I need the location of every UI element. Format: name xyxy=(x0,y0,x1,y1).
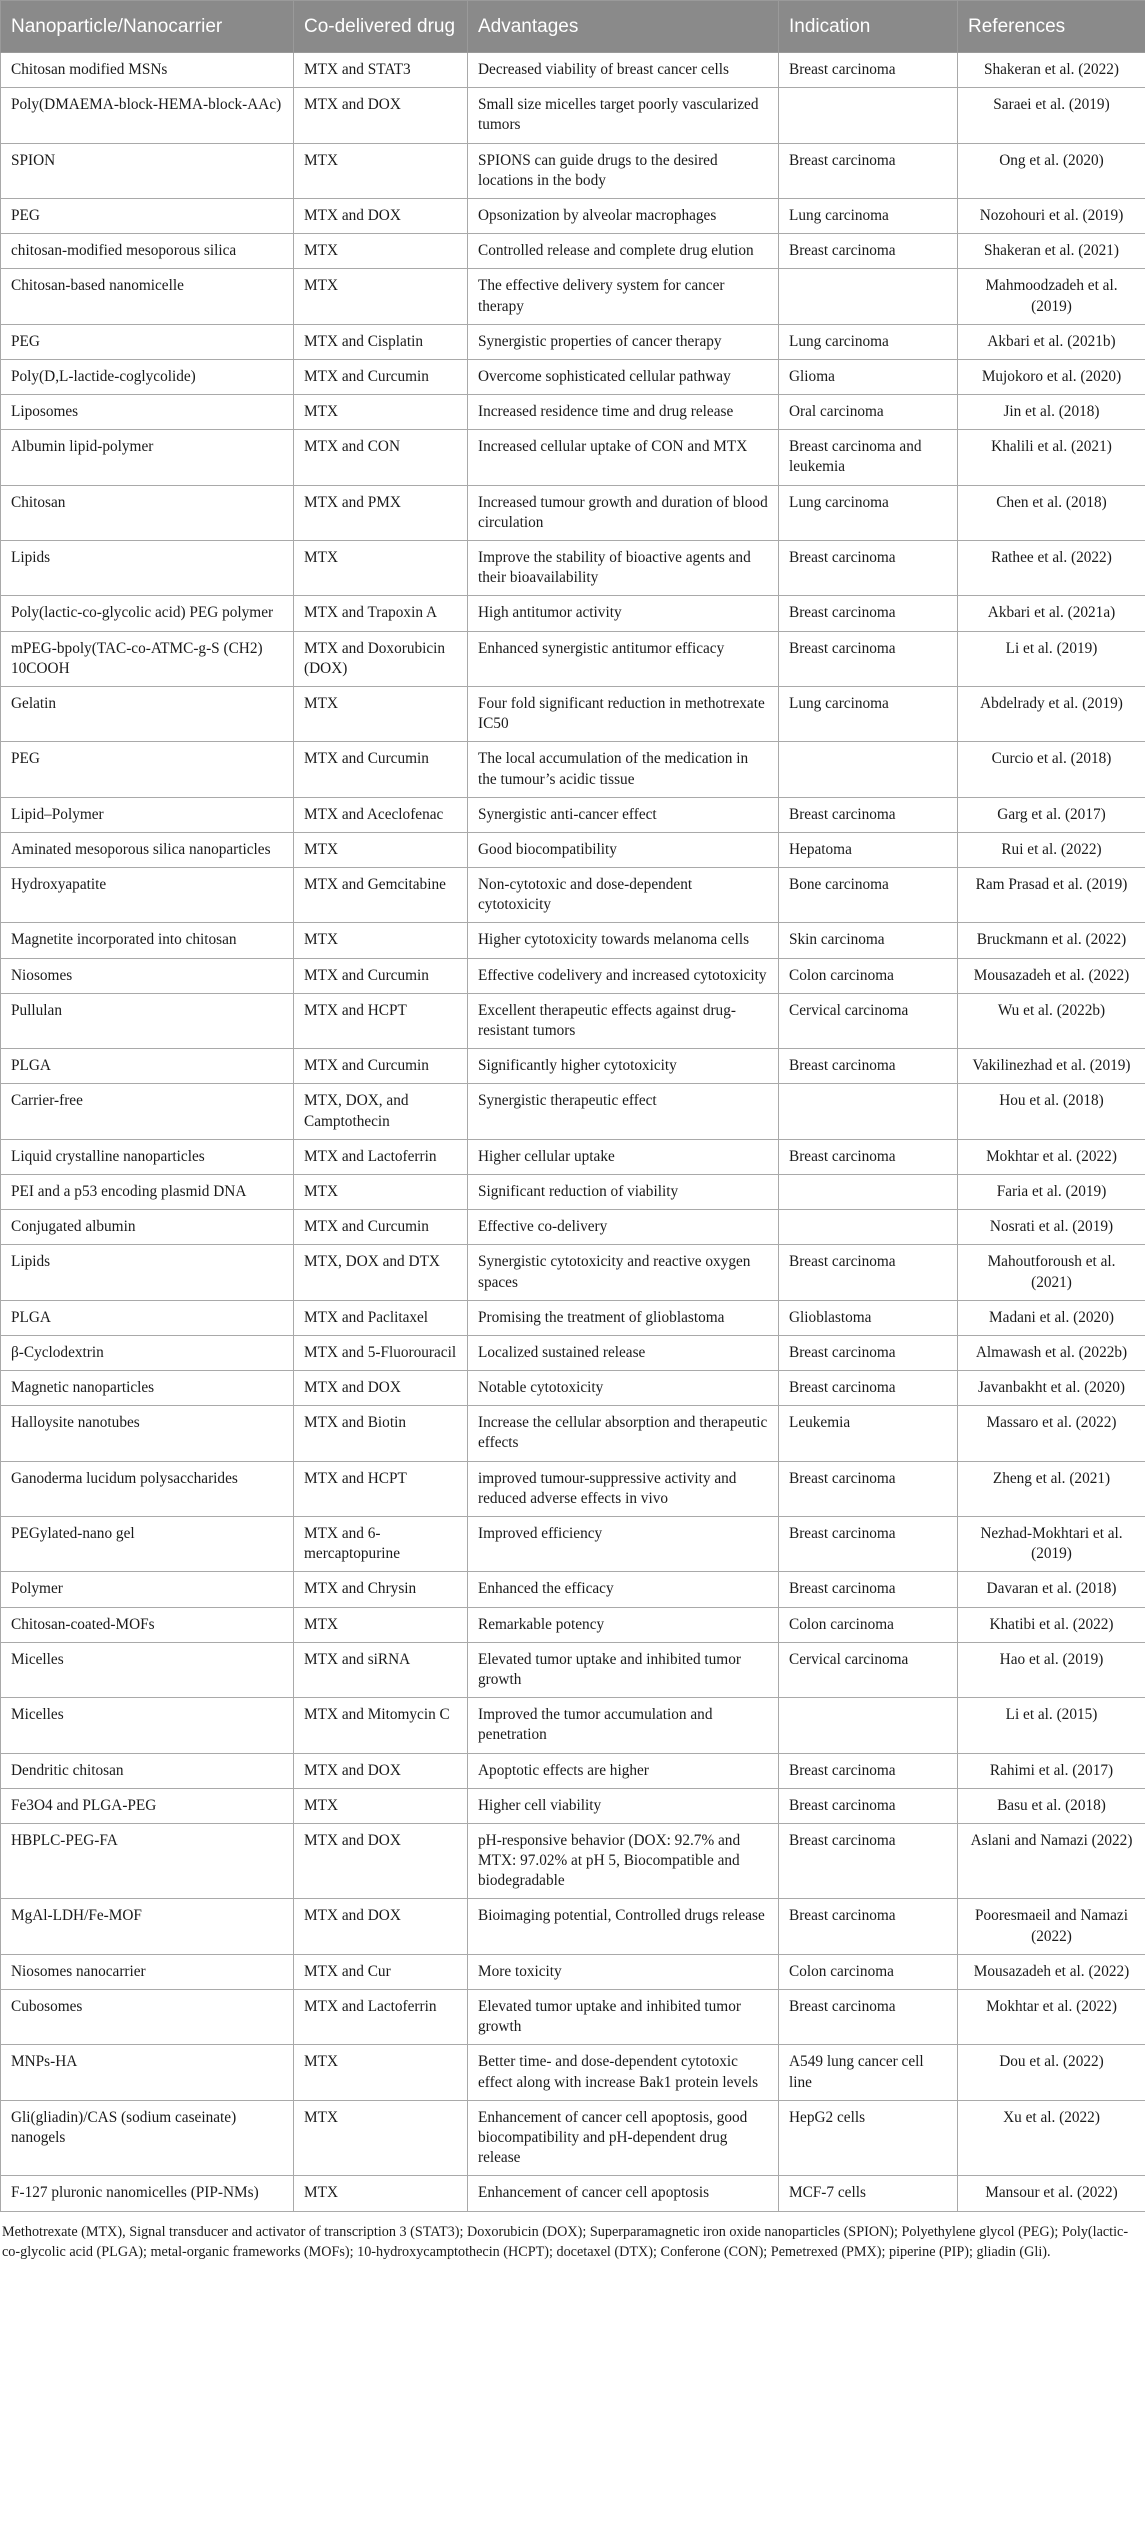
cell-reference: Rahimi et al. (2017) xyxy=(958,1753,1145,1788)
cell-indication: Breast carcinoma xyxy=(779,1788,958,1823)
cell-reference: Rathee et al. (2022) xyxy=(958,541,1145,596)
cell-reference: Madani et al. (2020) xyxy=(958,1300,1145,1335)
cell-indication: Skin carcinoma xyxy=(779,923,958,958)
cell-advantages: Improved the tumor accumulation and penetration xyxy=(468,1698,779,1753)
table-row xyxy=(1,1607,1145,1642)
cell-reference: Jin et al. (2018) xyxy=(958,395,1145,430)
cell-advantages: Localized sustained release xyxy=(468,1335,779,1370)
cell-advantages: Enhancement of cancer cell apoptosis, good biocompatibility and pH-dependent drug release xyxy=(468,2100,779,2176)
cell-reference: Shakeran et al. (2021) xyxy=(958,234,1145,269)
cell-advantages: Synergistic therapeutic effect xyxy=(468,1084,779,1139)
cell-advantages: Good biocompatibility xyxy=(468,832,779,867)
cell-advantages: Elevated tumor uptake and inhibited tumor growth xyxy=(468,1990,779,2045)
cell-nanocarrier: Gli(gliadin)/CAS (sodium caseinate) nanogels xyxy=(1,2100,294,2176)
table-row xyxy=(1,324,1145,359)
cell-indication: Hepatoma xyxy=(779,832,958,867)
cell-nanocarrier: Carrier-free xyxy=(1,1084,294,1139)
cell-reference: Mahmoodzadeh et al. (2019) xyxy=(958,269,1145,324)
table-row xyxy=(1,1245,1145,1300)
table-row xyxy=(1,1049,1145,1084)
cell-nanocarrier: Ganoderma lucidum polysaccharides xyxy=(1,1461,294,1516)
cell-nanocarrier: mPEG-bpoly(TAC-co-ATMC-g-S (CH2) 10COOH xyxy=(1,631,294,686)
cell-co-delivered-drug: MTX and 5-Fluorouracil xyxy=(294,1335,468,1370)
cell-co-delivered-drug: MTX xyxy=(294,832,468,867)
cell-indication: Breast carcinoma xyxy=(779,143,958,198)
table-row xyxy=(1,1174,1145,1209)
table-row xyxy=(1,269,1145,324)
cell-co-delivered-drug: MTX and Curcumin xyxy=(294,958,468,993)
cell-co-delivered-drug: MTX and Gemcitabine xyxy=(294,868,468,923)
cell-advantages: Increased cellular uptake of CON and MTX xyxy=(468,430,779,485)
cell-co-delivered-drug: MTX and Curcumin xyxy=(294,1049,468,1084)
cell-indication: Breast carcinoma xyxy=(779,234,958,269)
cell-advantages: Enhanced the efficacy xyxy=(468,1572,779,1607)
cell-nanocarrier: chitosan-modified mesoporous silica xyxy=(1,234,294,269)
cell-reference: Abdelrady et al. (2019) xyxy=(958,686,1145,741)
table-row xyxy=(1,923,1145,958)
header-indication: Indication xyxy=(779,1,958,53)
cell-nanocarrier: Polymer xyxy=(1,1572,294,1607)
cell-nanocarrier: MNPs-HA xyxy=(1,2045,294,2100)
cell-indication xyxy=(779,1084,958,1139)
table-row xyxy=(1,1753,1145,1788)
cell-reference: Saraei et al. (2019) xyxy=(958,88,1145,143)
cell-co-delivered-drug: MTX xyxy=(294,2045,468,2100)
cell-nanocarrier: Niosomes nanocarrier xyxy=(1,1954,294,1989)
cell-reference: Mokhtar et al. (2022) xyxy=(958,1990,1145,2045)
cell-co-delivered-drug: MTX xyxy=(294,269,468,324)
cell-indication: Breast carcinoma xyxy=(779,1139,958,1174)
table-row xyxy=(1,1823,1145,1899)
cell-reference: Mokhtar et al. (2022) xyxy=(958,1139,1145,1174)
cell-reference: Faria et al. (2019) xyxy=(958,1174,1145,1209)
cell-reference: Akbari et al. (2021b) xyxy=(958,324,1145,359)
cell-reference: Pooresmaeil and Namazi (2022) xyxy=(958,1899,1145,1954)
table-row xyxy=(1,1371,1145,1406)
table-row xyxy=(1,53,1145,88)
cell-nanocarrier: HBPLC-PEG-FA xyxy=(1,1823,294,1899)
cell-indication: Breast carcinoma xyxy=(779,1572,958,1607)
cell-co-delivered-drug: MTX xyxy=(294,234,468,269)
cell-advantages: Small size micelles target poorly vascularized tumors xyxy=(468,88,779,143)
cell-co-delivered-drug: MTX xyxy=(294,143,468,198)
cell-indication: Lung carcinoma xyxy=(779,198,958,233)
table-row xyxy=(1,1084,1145,1139)
cell-advantages: Improved efficiency xyxy=(468,1517,779,1572)
cell-advantages: Decreased viability of breast cancer cells xyxy=(468,53,779,88)
cell-indication: Breast carcinoma xyxy=(779,596,958,631)
table-row xyxy=(1,1210,1145,1245)
table-row xyxy=(1,958,1145,993)
cell-reference: Hou et al. (2018) xyxy=(958,1084,1145,1139)
cell-advantages: SPIONS can guide drugs to the desired locations in the body xyxy=(468,143,779,198)
cell-reference: Ram Prasad et al. (2019) xyxy=(958,868,1145,923)
cell-nanocarrier: Cubosomes xyxy=(1,1990,294,2045)
table-row xyxy=(1,742,1145,797)
table-row xyxy=(1,430,1145,485)
cell-indication: Breast carcinoma xyxy=(779,1990,958,2045)
cell-indication: Lung carcinoma xyxy=(779,686,958,741)
cell-advantages: Overcome sophisticated cellular pathway xyxy=(468,359,779,394)
cell-indication: Breast carcinoma xyxy=(779,1823,958,1899)
cell-reference: Garg et al. (2017) xyxy=(958,797,1145,832)
cell-indication: A549 lung cancer cell line xyxy=(779,2045,958,2100)
cell-indication: Breast carcinoma xyxy=(779,1371,958,1406)
cell-reference: Vakilinezhad et al. (2019) xyxy=(958,1049,1145,1084)
cell-reference: Zheng et al. (2021) xyxy=(958,1461,1145,1516)
cell-co-delivered-drug: MTX and DOX xyxy=(294,1823,468,1899)
table-row xyxy=(1,541,1145,596)
table-row xyxy=(1,1642,1145,1697)
header-row xyxy=(1,1,1145,53)
cell-co-delivered-drug: MTX and siRNA xyxy=(294,1642,468,1697)
cell-reference: Rui et al. (2022) xyxy=(958,832,1145,867)
cell-reference: Almawash et al. (2022b) xyxy=(958,1335,1145,1370)
cell-reference: Curcio et al. (2018) xyxy=(958,742,1145,797)
cell-nanocarrier: Micelles xyxy=(1,1642,294,1697)
cell-indication: Leukemia xyxy=(779,1406,958,1461)
cell-nanocarrier: Magnetic nanoparticles xyxy=(1,1371,294,1406)
cell-nanocarrier: PEG xyxy=(1,742,294,797)
cell-indication: Colon carcinoma xyxy=(779,1607,958,1642)
cell-reference: Nozohouri et al. (2019) xyxy=(958,198,1145,233)
cell-co-delivered-drug: MTX xyxy=(294,2100,468,2176)
table-row xyxy=(1,1954,1145,1989)
cell-reference: Hao et al. (2019) xyxy=(958,1642,1145,1697)
cell-advantages: Significantly higher cytotoxicity xyxy=(468,1049,779,1084)
cell-nanocarrier: Magnetite incorporated into chitosan xyxy=(1,923,294,958)
cell-indication xyxy=(779,742,958,797)
cell-nanocarrier: Halloysite nanotubes xyxy=(1,1406,294,1461)
cell-co-delivered-drug: MTX and HCPT xyxy=(294,1461,468,1516)
cell-advantages: Opsonization by alveolar macrophages xyxy=(468,198,779,233)
cell-advantages: The effective delivery system for cancer therapy xyxy=(468,269,779,324)
table-row xyxy=(1,143,1145,198)
cell-nanocarrier: Dendritic chitosan xyxy=(1,1753,294,1788)
cell-nanocarrier: Liquid crystalline nanoparticles xyxy=(1,1139,294,1174)
cell-indication: Glioblastoma xyxy=(779,1300,958,1335)
cell-advantages: Effective co-delivery xyxy=(468,1210,779,1245)
cell-co-delivered-drug: MTX and HCPT xyxy=(294,993,468,1048)
cell-indication: Breast carcinoma xyxy=(779,1245,958,1300)
cell-advantages: Higher cell viability xyxy=(468,1788,779,1823)
table-row xyxy=(1,868,1145,923)
cell-reference: Li et al. (2019) xyxy=(958,631,1145,686)
cell-co-delivered-drug: MTX and DOX xyxy=(294,198,468,233)
cell-co-delivered-drug: MTX and Trapoxin A xyxy=(294,596,468,631)
cell-co-delivered-drug: MTX xyxy=(294,686,468,741)
cell-reference: Mujokoro et al. (2020) xyxy=(958,359,1145,394)
cell-reference: Basu et al. (2018) xyxy=(958,1788,1145,1823)
cell-nanocarrier: PLGA xyxy=(1,1300,294,1335)
cell-indication: Breast carcinoma xyxy=(779,1517,958,1572)
table-row xyxy=(1,1406,1145,1461)
cell-reference: Mahoutforoush et al. (2021) xyxy=(958,1245,1145,1300)
cell-indication: HepG2 cells xyxy=(779,2100,958,2176)
table-row xyxy=(1,2100,1145,2176)
cell-advantages: Synergistic properties of cancer therapy xyxy=(468,324,779,359)
cell-nanocarrier: Chitosan modified MSNs xyxy=(1,53,294,88)
table-row xyxy=(1,797,1145,832)
cell-co-delivered-drug: MTX and Curcumin xyxy=(294,359,468,394)
cell-indication: Lung carcinoma xyxy=(779,485,958,540)
cell-nanocarrier: Conjugated albumin xyxy=(1,1210,294,1245)
cell-nanocarrier: Niosomes xyxy=(1,958,294,993)
cell-indication xyxy=(779,1698,958,1753)
cell-nanocarrier: Lipid–Polymer xyxy=(1,797,294,832)
cell-co-delivered-drug: MTX and DOX xyxy=(294,1899,468,1954)
table-row xyxy=(1,1461,1145,1516)
table-footnote: Methotrexate (MTX), Signal transducer and activator of transcription 3 (STAT3); Doxorubicin (DOX); Superparamagnetic iron oxide nanoparticles (SPION); Polyethylene glycol (PEG); Poly(lactic-co-glycolic acid (PLGA); metal-organic frameworks (MOFs); 10-hydroxycamptothecin (HCPT); docetaxel (DTX); Conferone (CON); Pemetrexed (PMX); piperine (PIP); gliadin (Gli). xyxy=(2,2223,1129,2260)
cell-nanocarrier: Liposomes xyxy=(1,395,294,430)
table-body xyxy=(1,53,1145,2212)
cell-nanocarrier: Pullulan xyxy=(1,993,294,1048)
cell-reference: Massaro et al. (2022) xyxy=(958,1406,1145,1461)
cell-advantages: pH-responsive behavior (DOX: 92.7% and MTX: 97.02% at pH 5, Biocompatible and biodegradable xyxy=(468,1823,779,1899)
cell-advantages: Increase the cellular absorption and therapeutic effects xyxy=(468,1406,779,1461)
cell-advantages: Notable cytotoxicity xyxy=(468,1371,779,1406)
cell-indication: Oral carcinoma xyxy=(779,395,958,430)
cell-nanocarrier: β-Cyclodextrin xyxy=(1,1335,294,1370)
cell-nanocarrier: Gelatin xyxy=(1,686,294,741)
cell-co-delivered-drug: MTX and Lactoferrin xyxy=(294,1990,468,2045)
cell-indication: Breast carcinoma xyxy=(779,797,958,832)
cell-indication: Cervical carcinoma xyxy=(779,993,958,1048)
cell-advantages: Controlled release and complete drug elution xyxy=(468,234,779,269)
cell-reference: Khatibi et al. (2022) xyxy=(958,1607,1145,1642)
table-row xyxy=(1,1990,1145,2045)
cell-co-delivered-drug: MTX, DOX and DTX xyxy=(294,1245,468,1300)
cell-nanocarrier: PEGylated-nano gel xyxy=(1,1517,294,1572)
cell-reference: Mansour et al. (2022) xyxy=(958,2176,1145,2211)
cell-reference: Mousazadeh et al. (2022) xyxy=(958,1954,1145,1989)
table-row xyxy=(1,596,1145,631)
cell-advantages: Significant reduction of viability xyxy=(468,1174,779,1209)
cell-co-delivered-drug: MTX and Lactoferrin xyxy=(294,1139,468,1174)
cell-nanocarrier: Chitosan-based nanomicelle xyxy=(1,269,294,324)
table-row xyxy=(1,359,1145,394)
cell-co-delivered-drug: MTX and DOX xyxy=(294,88,468,143)
cell-co-delivered-drug: MTX and CON xyxy=(294,430,468,485)
header-nanocarrier: Nanoparticle/Nanocarrier xyxy=(1,1,294,53)
table-row xyxy=(1,832,1145,867)
cell-co-delivered-drug: MTX and PMX xyxy=(294,485,468,540)
table-row xyxy=(1,1139,1145,1174)
cell-advantages: Remarkable potency xyxy=(468,1607,779,1642)
cell-co-delivered-drug: MTX and Mitomycin C xyxy=(294,1698,468,1753)
header-co-delivered-drug: Co-delivered drug xyxy=(294,1,468,53)
table-row xyxy=(1,993,1145,1048)
cell-nanocarrier: PEI and a p53 encoding plasmid DNA xyxy=(1,1174,294,1209)
cell-nanocarrier: Hydroxyapatite xyxy=(1,868,294,923)
cell-indication: Glioma xyxy=(779,359,958,394)
table-row xyxy=(1,631,1145,686)
cell-advantages: improved tumour-suppressive activity and reduced adverse effects in vivo xyxy=(468,1461,779,1516)
cell-nanocarrier: Fe3O4 and PLGA-PEG xyxy=(1,1788,294,1823)
table-row xyxy=(1,1572,1145,1607)
table-row xyxy=(1,1788,1145,1823)
cell-reference: Shakeran et al. (2022) xyxy=(958,53,1145,88)
table-row xyxy=(1,198,1145,233)
cell-nanocarrier: Poly(lactic-co-glycolic acid) PEG polymer xyxy=(1,596,294,631)
table-row xyxy=(1,395,1145,430)
cell-reference: Akbari et al. (2021a) xyxy=(958,596,1145,631)
cell-advantages: Four fold significant reduction in methotrexate IC50 xyxy=(468,686,779,741)
table-row xyxy=(1,1300,1145,1335)
cell-reference: Xu et al. (2022) xyxy=(958,2100,1145,2176)
cell-nanocarrier: F-127 pluronic nanomicelles (PIP-NMs) xyxy=(1,2176,294,2211)
cell-nanocarrier: Lipids xyxy=(1,1245,294,1300)
cell-nanocarrier: Poly(D,L-lactide-coglycolide) xyxy=(1,359,294,394)
cell-advantages: Elevated tumor uptake and inhibited tumor growth xyxy=(468,1642,779,1697)
cell-reference: Chen et al. (2018) xyxy=(958,485,1145,540)
cell-co-delivered-drug: MTX and Curcumin xyxy=(294,1210,468,1245)
cell-advantages: Effective codelivery and increased cytotoxicity xyxy=(468,958,779,993)
table-row xyxy=(1,1698,1145,1753)
cell-indication: Cervical carcinoma xyxy=(779,1642,958,1697)
table-row xyxy=(1,88,1145,143)
cell-co-delivered-drug: MTX xyxy=(294,2176,468,2211)
table-row xyxy=(1,485,1145,540)
cell-nanocarrier: Aminated mesoporous silica nanoparticles xyxy=(1,832,294,867)
cell-co-delivered-drug: MTX xyxy=(294,1607,468,1642)
cell-reference: Nezhad-Mokhtari et al. (2019) xyxy=(958,1517,1145,1572)
cell-co-delivered-drug: MTX xyxy=(294,923,468,958)
cell-co-delivered-drug: MTX xyxy=(294,1174,468,1209)
cell-co-delivered-drug: MTX and Chrysin xyxy=(294,1572,468,1607)
cell-nanocarrier: PEG xyxy=(1,324,294,359)
cell-indication xyxy=(779,88,958,143)
cell-advantages: Excellent therapeutic effects against drug-resistant tumors xyxy=(468,993,779,1048)
cell-advantages: High antitumor activity xyxy=(468,596,779,631)
header-references: References xyxy=(958,1,1145,53)
cell-nanocarrier: Lipids xyxy=(1,541,294,596)
cell-indication: Colon carcinoma xyxy=(779,958,958,993)
cell-indication: Breast carcinoma xyxy=(779,1899,958,1954)
cell-nanocarrier: SPION xyxy=(1,143,294,198)
cell-reference: Khalili et al. (2021) xyxy=(958,430,1145,485)
cell-advantages: Promising the treatment of glioblastoma xyxy=(468,1300,779,1335)
cell-nanocarrier: Chitosan-coated-MOFs xyxy=(1,1607,294,1642)
cell-advantages: Non-cytotoxic and dose-dependent cytotoxicity xyxy=(468,868,779,923)
cell-reference: Javanbakht et al. (2020) xyxy=(958,1371,1145,1406)
table-row xyxy=(1,1899,1145,1954)
cell-reference: Dou et al. (2022) xyxy=(958,2045,1145,2100)
cell-indication: MCF-7 cells xyxy=(779,2176,958,2211)
cell-indication: Breast carcinoma xyxy=(779,53,958,88)
cell-reference: Bruckmann et al. (2022) xyxy=(958,923,1145,958)
cell-advantages: Improve the stability of bioactive agents and their bioavailability xyxy=(468,541,779,596)
cell-co-delivered-drug: MTX and Doxorubicin (DOX) xyxy=(294,631,468,686)
cell-nanocarrier: Albumin lipid-polymer xyxy=(1,430,294,485)
cell-advantages: Enhancement of cancer cell apoptosis xyxy=(468,2176,779,2211)
cell-co-delivered-drug: MTX and Biotin xyxy=(294,1406,468,1461)
cell-advantages: Higher cellular uptake xyxy=(468,1139,779,1174)
cell-co-delivered-drug: MTX and Aceclofenac xyxy=(294,797,468,832)
cell-co-delivered-drug: MTX xyxy=(294,541,468,596)
cell-nanocarrier: Chitosan xyxy=(1,485,294,540)
cell-advantages: Better time- and dose-dependent cytotoxic effect along with increase Bak1 protein levels xyxy=(468,2045,779,2100)
cell-indication xyxy=(779,269,958,324)
cell-indication: Breast carcinoma xyxy=(779,1335,958,1370)
cell-advantages: Synergistic anti-cancer effect xyxy=(468,797,779,832)
cell-indication xyxy=(779,1174,958,1209)
cell-indication: Breast carcinoma xyxy=(779,631,958,686)
cell-reference: Wu et al. (2022b) xyxy=(958,993,1145,1048)
table-row xyxy=(1,686,1145,741)
cell-advantages: Enhanced synergistic antitumor efficacy xyxy=(468,631,779,686)
table-row xyxy=(1,1517,1145,1572)
table-row xyxy=(1,2176,1145,2211)
cell-advantages: Synergistic cytotoxicity and reactive oxygen spaces xyxy=(468,1245,779,1300)
cell-co-delivered-drug: MTX and STAT3 xyxy=(294,53,468,88)
cell-co-delivered-drug: MTX and 6-mercaptopurine xyxy=(294,1517,468,1572)
cell-reference: Aslani and Namazi (2022) xyxy=(958,1823,1145,1899)
cell-advantages: Increased tumour growth and duration of blood circulation xyxy=(468,485,779,540)
cell-nanocarrier: Micelles xyxy=(1,1698,294,1753)
cell-advantages: Apoptotic effects are higher xyxy=(468,1753,779,1788)
cell-indication: Breast carcinoma xyxy=(779,1753,958,1788)
table-row xyxy=(1,2045,1145,2100)
cell-advantages: Increased residence time and drug release xyxy=(468,395,779,430)
cell-co-delivered-drug: MTX and Curcumin xyxy=(294,742,468,797)
cell-indication: Breast carcinoma and leukemia xyxy=(779,430,958,485)
cell-advantages: More toxicity xyxy=(468,1954,779,1989)
header-advantages: Advantages xyxy=(468,1,779,53)
cell-reference: Mousazadeh et al. (2022) xyxy=(958,958,1145,993)
cell-advantages: Bioimaging potential, Controlled drugs release xyxy=(468,1899,779,1954)
cell-co-delivered-drug: MTX and Paclitaxel xyxy=(294,1300,468,1335)
cell-co-delivered-drug: MTX and DOX xyxy=(294,1753,468,1788)
table-row xyxy=(1,1335,1145,1370)
cell-nanocarrier: PEG xyxy=(1,198,294,233)
cell-indication: Bone carcinoma xyxy=(779,868,958,923)
cell-nanocarrier: Poly(DMAEMA-block-HEMA-block-AAc) xyxy=(1,88,294,143)
cell-reference: Li et al. (2015) xyxy=(958,1698,1145,1753)
cell-advantages: The local accumulation of the medication in the tumour’s acidic tissue xyxy=(468,742,779,797)
cell-co-delivered-drug: MTX, DOX, and Camptothecin xyxy=(294,1084,468,1139)
cell-co-delivered-drug: MTX and DOX xyxy=(294,1371,468,1406)
cell-indication xyxy=(779,1210,958,1245)
cell-reference: Nosrati et al. (2019) xyxy=(958,1210,1145,1245)
cell-co-delivered-drug: MTX and Cur xyxy=(294,1954,468,1989)
cell-advantages: Higher cytotoxicity towards melanoma cells xyxy=(468,923,779,958)
cell-nanocarrier: PLGA xyxy=(1,1049,294,1084)
cell-indication: Breast carcinoma xyxy=(779,1049,958,1084)
table-row xyxy=(1,234,1145,269)
cell-co-delivered-drug: MTX xyxy=(294,1788,468,1823)
cell-indication: Lung carcinoma xyxy=(779,324,958,359)
cell-indication: Breast carcinoma xyxy=(779,541,958,596)
cell-co-delivered-drug: MTX and Cisplatin xyxy=(294,324,468,359)
cell-reference: Ong et al. (2020) xyxy=(958,143,1145,198)
cell-co-delivered-drug: MTX xyxy=(294,395,468,430)
cell-nanocarrier: MgAl-LDH/Fe-MOF xyxy=(1,1899,294,1954)
cell-indication: Breast carcinoma xyxy=(779,1461,958,1516)
cell-indication: Colon carcinoma xyxy=(779,1954,958,1989)
cell-reference: Davaran et al. (2018) xyxy=(958,1572,1145,1607)
